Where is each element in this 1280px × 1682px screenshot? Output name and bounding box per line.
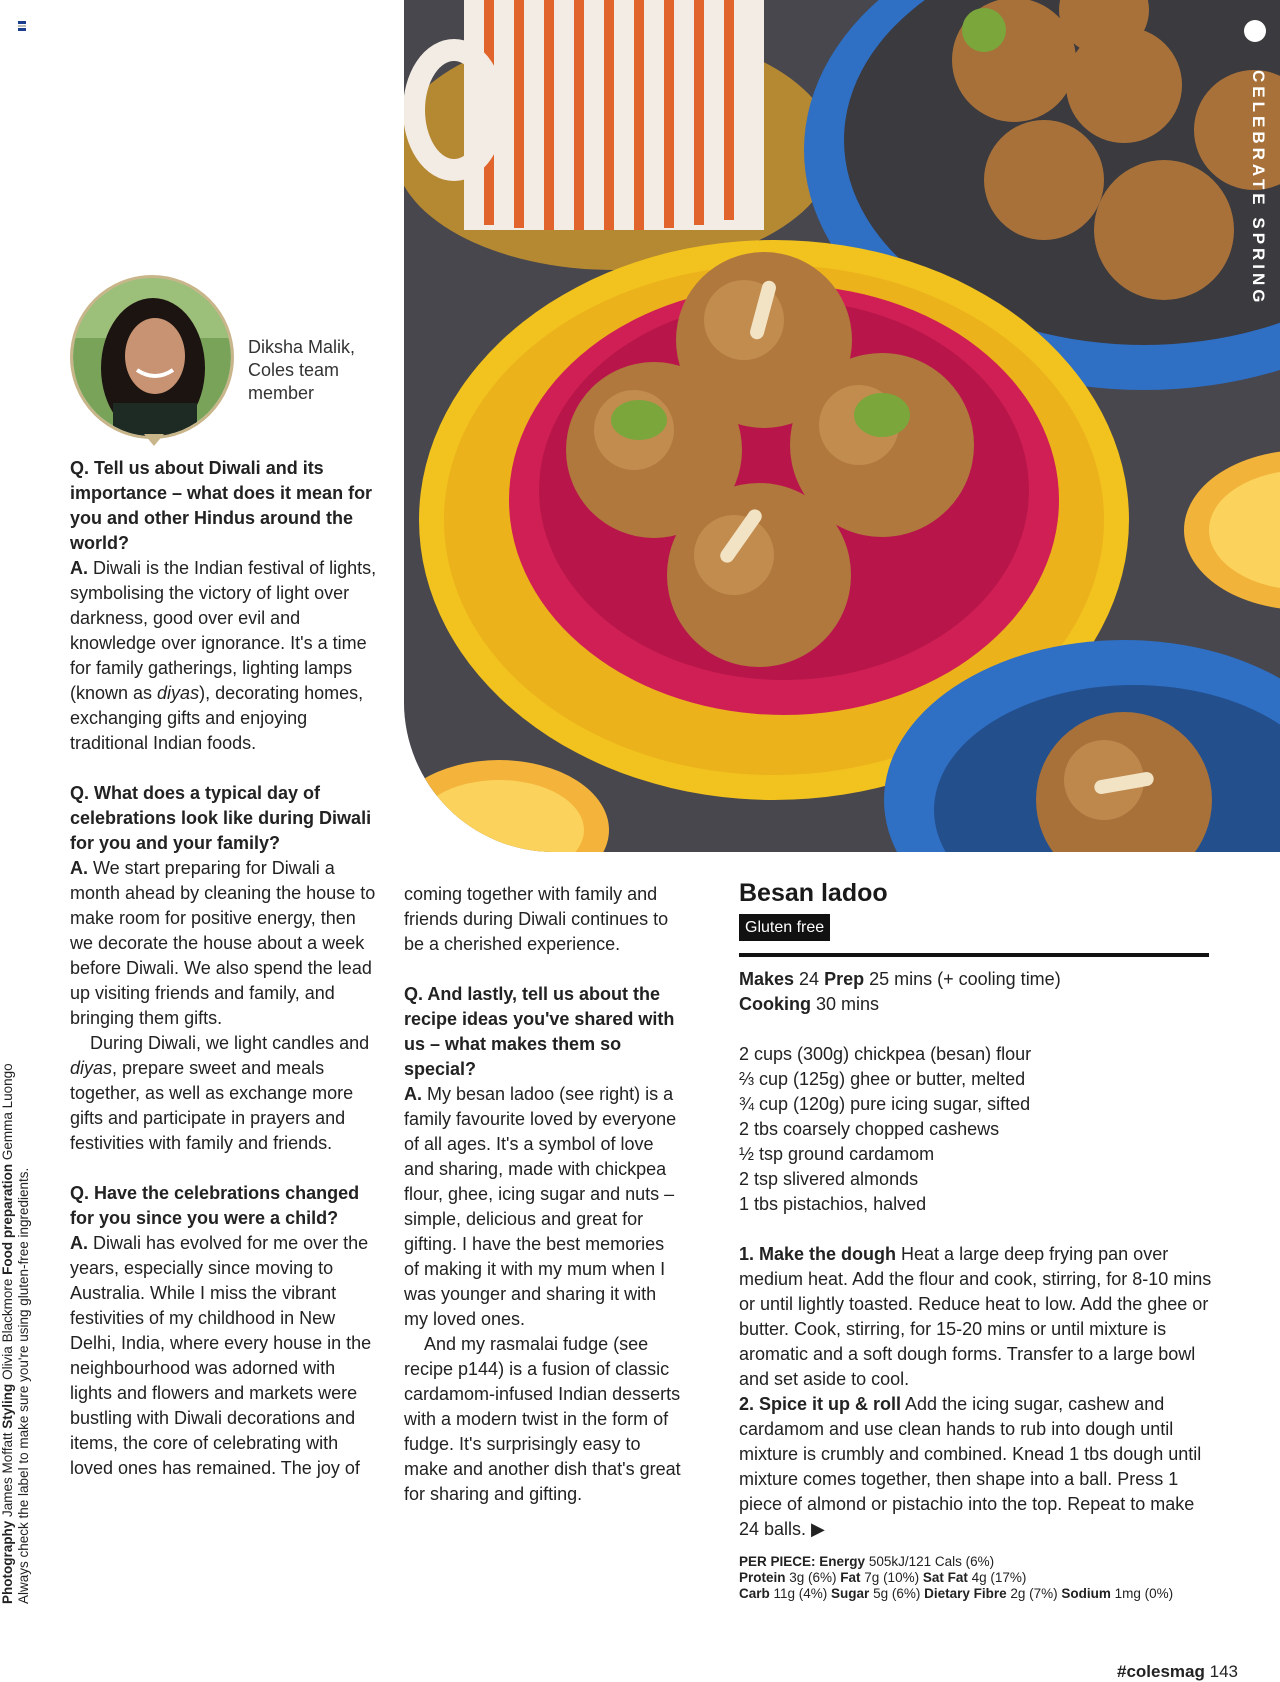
avatar	[70, 275, 234, 439]
flag-icon	[18, 18, 26, 28]
ingredient: 2 tsp slivered almonds	[739, 1169, 919, 1189]
gluten-note: Always check the label to make sure you're using gluten-free ingredients.	[16, 1167, 31, 1604]
recipe-card	[739, 878, 1219, 1602]
ingredient: ½ tsp ground cardamom	[739, 1144, 935, 1164]
photo-credits: Photography James Moffatt Styling Olivia Blackmore Food preparation Gemma Luongo Always check the label to make sure you're using gluten-free ingredients.	[0, 964, 32, 1604]
interview-column-2	[404, 882, 684, 1507]
hero-photo	[404, 0, 1280, 852]
question-3: Q. Have the celebrations changed for you since you were a child?	[70, 1183, 360, 1228]
answer-4: A. My besan ladoo (see right) is a family favourite loved by everyone of all ages. It's a symbol of love and sharing, made with chickpea flour, ghee, icing sugar and nuts – simple, delicious and great for gifting. I have the best memories of making it with my mum when I was younger and sharing it with my loved ones.	[404, 1084, 677, 1329]
recipe-cooking-time: Cooking 30 mins	[739, 994, 880, 1014]
answer-3: A. Diwali has evolved for me over the years, especially since moving to Australia. While I miss the vibrant festivities of my childhood in New Delhi, India, where every house in the neighbourhood was adorned with lights and flowers and markets were bustling with Diwali decorations and items, the core of celebrating with loved ones has remained. The joy of	[70, 1233, 372, 1478]
interview-column-1	[70, 456, 380, 1481]
divider	[739, 953, 1209, 957]
answer-2: A. We start preparing for Diwali a month ahead by cleaning the house to make room for positive energy, then we decorate the house about a week before Diwali. We also spend the lead up visiting friends and family, and bringing them gifts.	[70, 858, 376, 1028]
ingredient: ¾ cup (120g) pure icing sugar, sifted	[739, 1094, 1031, 1114]
ingredient: 1 tbs pistachios, halved	[739, 1194, 927, 1214]
profile-name: Diksha Malik, Coles team member	[248, 337, 356, 403]
question-1: Q. Tell us about Diwali and its importance – what does it mean for you and other Hindus around the world?	[70, 458, 373, 553]
method-step-1: 1. Make the dough Heat a large deep frying pan over medium heat. Add the flour and cook, stirring, for 8-10 mins or until lightly toasted. Reduce heat to low. Add the ghee or butter. Cook, stirring, for 15-20 mins or until mixture is aromatic and a soft dough forms. Transfer to a large bowl and set aside to cool.	[739, 1244, 1212, 1389]
page-number: 143	[1209, 1662, 1238, 1681]
nutrition-info: PER PIECE: Energy 505kJ/121 Cals (6%) Protein 3g (6%) Fat 7g (10%) Sat Fat 4g (17%) Carb 11g (4%) Sugar 5g (6%) Dietary Fibre 2g (7%) Sodium 1mg (0%)	[739, 1554, 1174, 1601]
ingredient: 2 cups (300g) chickpea (besan) flour	[739, 1044, 1032, 1064]
recipe-meta: Makes 24 Prep 25 mins (+ cooling time)	[739, 969, 1061, 989]
method-step-2: 2. Spice it up & roll Add the icing sugar, cashew and cardamom and use clean hands to rub into dough until mixture is crumbly and combined. Knead 1 tbs dough until mixture comes together, then shape into a ball. Press 1 piece of almond or pistachio into the top. Repeat to make 24 balls. ▶	[739, 1394, 1202, 1539]
page-footer	[1117, 1662, 1238, 1682]
ingredient: ⅔ cup (125g) ghee or butter, melted	[739, 1069, 1026, 1089]
question-2: Q. What does a typical day of celebrations look like during Diwali for you and your family?	[70, 783, 372, 853]
gluten-free-badge: Gluten free	[739, 914, 830, 941]
answer-1: A. Diwali is the Indian festival of lights, symbolising the victory of light over darkness, good over evil and knowledge over ignorance. It's a time for family gatherings, lighting lamps (known as diyas), decorating homes, exchanging gifts and enjoying traditional Indian foods.	[70, 558, 377, 753]
hashtag: #colesmag	[1117, 1662, 1205, 1681]
section-tag: CELEBRATE SPRING	[1249, 70, 1268, 307]
question-4: Q. And lastly, tell us about the recipe ideas you've shared with us – what makes them so special?	[404, 984, 675, 1079]
answer-2-cont: During Diwali, we light candles and diyas, prepare sweet and meals together, as well as exchange more gifts and participate in prayers and festivities with family and friends.	[70, 1033, 370, 1153]
ingredients-list	[739, 1042, 1219, 1217]
ingredient: 2 tbs coarsely chopped cashews	[739, 1119, 1000, 1139]
answer-3-cont: coming together with family and friends during Diwali continues to be a cherished experience.	[404, 884, 669, 954]
recipe-title: Besan ladoo	[739, 879, 888, 907]
avatar-pointer	[144, 434, 164, 446]
side-dot-icon	[1244, 20, 1266, 42]
answer-4-cont: And my rasmalai fudge (see recipe p144) is a fusion of classic cardamom-infused Indian desserts with a modern twist in the form of fudge. It's surprisingly easy to make and another dish that's great for sharing and gifting.	[404, 1334, 681, 1504]
